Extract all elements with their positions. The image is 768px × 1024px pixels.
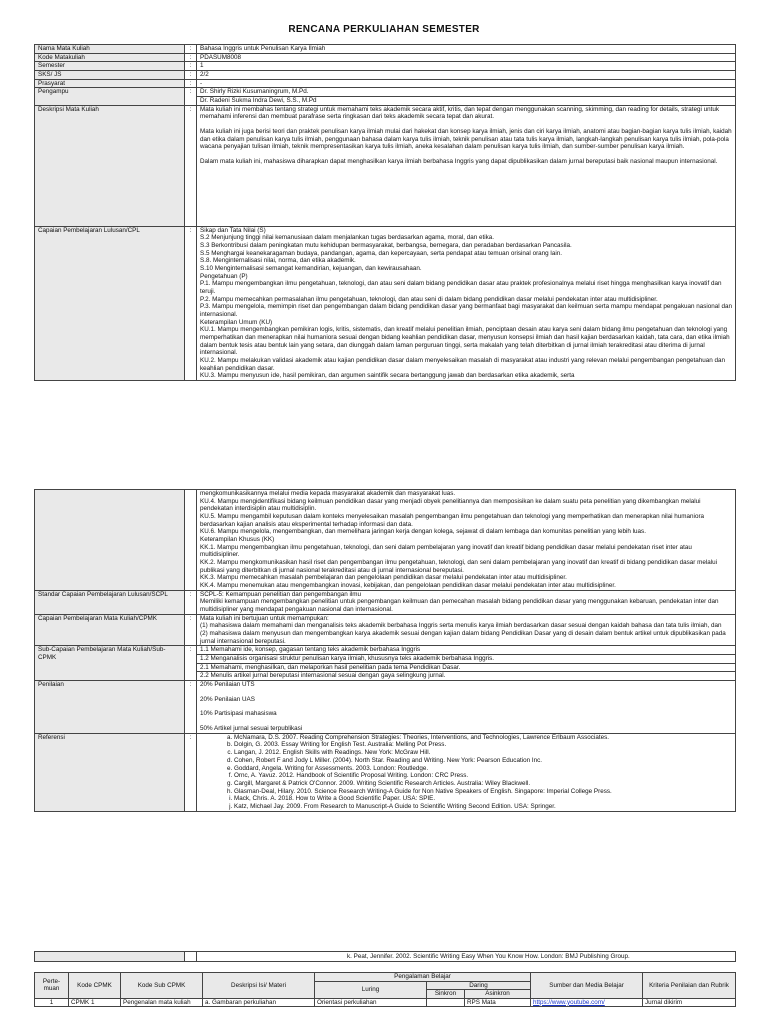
- referensi-item: f. Ornc, A. Yavuz. 2012. Handbook of Scientific Proposal Writing. London: CRC Press.: [234, 772, 732, 780]
- header-kode-sub-cpmk: Kode Sub CPMK: [121, 973, 203, 999]
- label-sub-cpmk: Sub-Capaian Pembelajaran Mata Kuliah/Sub-CPMK: [35, 646, 185, 681]
- row-cpmk: [35, 614, 736, 646]
- label-deskripsi: Deskripsi Mata Kuliah: [35, 105, 185, 226]
- cpl-line: S.3 Berkontribusi dalam peningkatan mutu kehidupan bermasyarakat, berbangsa, bernegara, dan peradaban berdasarkan Pancasila.: [200, 242, 572, 250]
- colon: :: [185, 733, 197, 811]
- label-semester: Semester: [35, 62, 185, 71]
- referensi-item: i. Mack, Chris. A. 2018. How to Write a Good Scientific Paper. USA: SPIE.: [234, 795, 732, 803]
- cpl-line: KU.4. Mampu mengidentifikasi bidang keilmuan pendidikan dasar yang menjadi obyek penelitiannya dan memposisikan ke dalam suatu peta penelitian yang dikembangkan melalui pendekatan interdisiplin atau multidisiplin.: [200, 497, 701, 513]
- cpl-line: KU.1. Mampu mengembangkan pemikiran logis, kritis, sistematis, dan kreatif melalui penelitian ilmiah, penciptaan desain atau karya seni dalam bidang ilmu pengetahuan dan teknologi yang memperhatikan dan menerapkan nilai humaniora sesuai dengan bidang keahlian pendidikan dasar, menyusun konsepsi ilmiah dan hasil kajian berdasarkan kaidah, tata cara, dan etika ilmiah dalam bentuk tesis atau bentuk lain yang setara, dan diunggah dalam laman perguruan tinggi, serta makalah yang telah diterbitkan di jurnal ilmiah terakreditasi atau diterima di jurnal internasional.: [200, 326, 730, 357]
- row-deskripsi: [35, 105, 736, 226]
- value-cpl-continued: [197, 490, 736, 591]
- header-sinkron: Sinkron: [427, 990, 465, 999]
- cpl-line: KK.3. Mampu memecahkan masalah pembelajaran dan pengelolaan pendidikan dasar melalui pendekatan inter atau multidisipliner.: [200, 574, 567, 582]
- cpl-line: Sikap dan Tata Nilai (S): [200, 226, 266, 234]
- value-semester: 1: [197, 62, 736, 71]
- row-semester: [35, 62, 736, 71]
- label-nama-mata-kuliah: Nama Mata Kuliah: [35, 45, 185, 54]
- youtube-link[interactable]: https://www.youtube.com/: [533, 998, 605, 1006]
- referensi-item: d. Cohen, Robert F and Jody L Miller. (2004). North Star. Reading and Writing. New York: Pearson Education Inc.: [234, 757, 732, 765]
- row-cpl-continued: [35, 490, 736, 591]
- label-referensi: Referensi: [35, 733, 185, 811]
- cpmk-line: (2) mahasiswa dalam menyusun dan mengembangkan karya akademik sesuai dengan kajian dalam bidang Pendidikan Dasar yang di desain dalam bentuk artikel untuk dipublikasikan pada jurnal internasional bereputasi.: [200, 630, 726, 645]
- cell-kriteria: Jurnal dikirim: [643, 998, 736, 1007]
- cell-sinkron: [427, 998, 465, 1007]
- pengampu-2: Dr. Radeni Sukma Indra Dewi, S.S., M.Pd: [200, 97, 317, 105]
- pengampu-1: Dr. Shirly Rizki Kusumaningrum, M.Pd.: [197, 88, 735, 97]
- deskripsi-paragraph: Mata kuliah ini juga berisi teori dan praktek penulisan karya ilmiah mulai dari hakekat dan konsep karya ilmiah, jenis dan ciri karya ilmiah, anatomi atau bagian-bagian karya tulis ilmiah, kaidah dan etika dalam penulisan karya tulis ilmiah, penggunaan bahasa dalam karya tulis ilmiah, teknik penulisan atau tata tulis karya ilmiah, langkah-langkah penulisan karya tulis ilmiah, pola-pola wacana penyajian tulisan ilmiah, teknik mempresentasikan karya tulis ilmiah, aneka kesalahan dalam penulisan karya tulis ilmiah, dan sumber-sumber penulisan karya ilmiah.: [200, 128, 732, 151]
- value-pengampu: [197, 88, 736, 105]
- header-pertemuan: Perte-muan: [35, 973, 69, 999]
- schedule-row: [35, 998, 736, 1007]
- cpl-line: KK.2. Mampu mengkomunikasikan hasil riset dan pengembangan ilmu pengetahuan, teknologi, dan seni dalam pembelajaran yang inovatif dan kreatif di bidang pendidikan dasar melalui publikasi yang diterbitkan di jurnal nasional terakreditasi atau di jurnal internasional bereputasi.: [200, 559, 718, 574]
- colon: :: [185, 681, 197, 734]
- cell-kode-sub-cpmk: Pengenalan mata kuliah: [121, 998, 203, 1007]
- cpl-line: P.1. Mampu mengembangkan ilmu pengetahuan, teknologi, dan atau seni dalam bidang pendidikan dasar atau praktek profesionalnya melalui riset hingga menghasilkan karya inovatif dan teruji.: [200, 280, 722, 296]
- row-sks: [35, 71, 736, 80]
- cpl-line: KK.1. Mampu mengembangkan ilmu pengetahuan, teknologi, dan seni dalam pembelajaran yang inovatif dan kreatif bidang pendidikan dasar melalui pendekatan riset inter atau multidisipliner.: [200, 543, 692, 559]
- row-sub-cpmk: [35, 646, 736, 681]
- referensi-item: e. Goddard, Angela. Writing for Assessments. 2003. London: Routledge.: [234, 765, 732, 773]
- colon: :: [185, 79, 197, 88]
- row-referensi: [35, 733, 736, 811]
- cpmk-line: Mata kuliah ini bertujuan untuk memampukan:: [200, 614, 329, 622]
- cpl-line: mengkomunikasikannya melalui media kepada masyarakat akademik dan masyarakat luas.: [200, 490, 456, 497]
- label-sks: SKS/ JS: [35, 71, 185, 80]
- label-cpmk: Capaian Pembelajaran Mata Kuliah/CPMK: [35, 614, 185, 646]
- header-kriteria-penilaian: Kriteria Penilaian dan Rubrik: [643, 973, 736, 999]
- label-cpl-continued: [35, 490, 185, 591]
- value-scpl: [197, 590, 736, 614]
- value-kode-matakuliah: PDASUM8008: [197, 53, 736, 62]
- cpl-line: S.10 Menginternalisasi semangat kemandirian, kejuangan, dan kewirausahaan.: [200, 265, 422, 273]
- row-scpl: [35, 590, 736, 614]
- schedule-header-row-1: [35, 973, 736, 982]
- colon: :: [185, 614, 197, 646]
- label-prasyarat: Prasyarat: [35, 79, 185, 88]
- cell-luring: Orientasi perkuliahan: [315, 998, 427, 1007]
- row-cpl: [35, 226, 736, 380]
- label-referensi-continued: [35, 952, 185, 962]
- value-sks: 2/2: [197, 71, 736, 80]
- colon: :: [185, 226, 197, 380]
- penilaian-item: 20% Penilaian UAS: [200, 695, 255, 703]
- referensi-item: b. Dolgin, G. 2003. Essay Writing for English Test. Australia: Melling Pot Press.: [234, 741, 732, 749]
- value-penilaian: [197, 681, 736, 734]
- row-pengampu: [35, 88, 736, 105]
- cell-sumber-media: [531, 998, 643, 1007]
- referensi-item: a. McNamara, D.S. 2007. Reading Comprehension Strategies: Theories, Interventions, and Technologies, Lawrence Erlbaum Associates.: [234, 734, 732, 742]
- schedule-table: [34, 972, 736, 1007]
- colon: :: [185, 45, 197, 54]
- cpl-line: KK.4. Mampu menemukan atau mengembangkan inovasi, kebijakan, dan pengelolaan pendidikan dasar melalui pendekatan inter atau multidisipliner.: [200, 582, 616, 590]
- header-daring: Daring: [427, 981, 531, 990]
- sub-cpmk-item: 2.1 Memahami, menghasilkan, dan melaporkan hasil penelitian pada tema Pendidikan Dasar.: [197, 664, 735, 673]
- referensi-item: c. Langan, J. 2012. English Skills with Readings. New York: McGraw Hill.: [234, 749, 732, 757]
- deskripsi-paragraph: Mata kuliah ini membahas tentang strategi untuk memahami teks akademik secara aktif, kritis, dan tepat dengan menggunakan scanning, skimming, dan reading for details, strategi untuk memahami inferensi dan membuat parafrase serta ringkasan dari teks akademik secara tepat dan akurat.: [200, 105, 720, 121]
- colon: :: [185, 646, 197, 681]
- referensi-item: h. Glasman-Deal, Hilary. 2010. Science Research Writing-A Guide for Non Native Speakers of English. Singapore: Imperial College Press.: [234, 788, 732, 796]
- colon: :: [185, 105, 197, 226]
- scpl-line: Memiliki kemampuan mengembangkan penelitian untuk pengembangan keilmuan dan pemecahan masalah bidang pendidikan dasar yang menggunakan kebaruan, pendekatan inter dan multidisipliner yang mendapat pengakuan nasional dan internasional.: [200, 598, 719, 614]
- cpl-line: KU.3. Mampu menyusun ide, hasil pemikiran, dan argumen saintifik secara bertanggung jawab dan berdasarkan etika akademik, serta: [200, 372, 575, 380]
- cpl-line: P.2. Mampu memecahkan permasalahan ilmu pengetahuan, teknologi, dan atau seni di dalam bidang pendidikan dasar melalui pendekatan inter atau multidisipliner.: [200, 295, 658, 303]
- cpl-line: Keterampilan Umum (KU): [200, 318, 273, 326]
- row-penilaian: [35, 681, 736, 734]
- value-deskripsi: [197, 105, 736, 226]
- referensi-item: k. Peat, Jennifer. 2002. Scientific Writing Easy When You Know How. London: BMJ Publishing Group.: [197, 952, 736, 962]
- sub-cpmk-item: 1.1 Memahami ide, konsep, gagasan tentang teks akademik berbahasa Inggris: [197, 646, 735, 655]
- colon: :: [185, 590, 197, 614]
- header-pengalaman-belajar: Pengalaman Belajar: [315, 973, 531, 982]
- sub-cpmk-item: 2.2 Menulis artikel jurnal bereputasi internasional sesuai dengan gaya selingkung jurnal.: [200, 672, 446, 680]
- cell-asinkron: RPS Mata: [465, 998, 531, 1007]
- cell-deskripsi: a. Gambaran perkuliahan: [203, 998, 315, 1007]
- label-pengampu: Pengampu: [35, 88, 185, 105]
- row-prasyarat: [35, 79, 736, 88]
- row-referensi-continued: [35, 952, 736, 962]
- header-sumber-media: Sumber dan Media Belajar: [531, 973, 643, 999]
- value-nama-mata-kuliah: Bahasa Inggris untuk Penulisan Karya Ilmiah: [197, 45, 736, 54]
- colon: :: [185, 62, 197, 71]
- colon-empty: [185, 952, 197, 962]
- label-kode-matakuliah: Kode Matakuliah: [35, 53, 185, 62]
- value-prasyarat: -: [197, 79, 736, 88]
- referensi-continued-table: [34, 951, 736, 962]
- label-cpl: Capaian Pembelajaran Lulusan/CPL: [35, 226, 185, 380]
- cpl-line: P.3. Mampu mengelola, memimpin riset dan pengembangan dalam bidang pendidikan dasar yang bermanfaat bagi masyarakat dan keilmuan serta mampu mendapat pengakuan nasional dan internasional.: [200, 303, 732, 319]
- colon: :: [185, 88, 197, 105]
- rps-info-table-continued: [34, 489, 736, 812]
- value-sub-cpmk: [197, 646, 736, 681]
- page-title: RENCANA PERKULIAHAN SEMESTER: [288, 24, 480, 35]
- sub-cpmk-item: 1.2 Menganalisis organisasi struktur penulisan karya ilmiah, khususnya teks akademik berbahasa Inggris.: [197, 655, 735, 664]
- colon-empty: [185, 490, 197, 591]
- scpl-line: SCPL-5: Kemampuan penelitian dan pengembangan ilmu: [200, 590, 362, 598]
- cpl-line: KU.2. Mampu melakukan validasi akademik atau kajian pendidikan dasar dalam menyelesaikan masalah di masyarakat atau industri yang relevan melalui pengembangan pengetahuan dan keahlian pendidikan dasar.: [200, 357, 726, 372]
- header-asinkron: Asinkron: [465, 990, 531, 999]
- referensi-list: [200, 734, 732, 811]
- value-cpl: [197, 226, 736, 380]
- rps-info-table: [34, 44, 736, 381]
- cpl-line: Keterampilan Khusus (KK): [200, 536, 275, 544]
- header-deskripsi: Deskripsi Isi/ Materi: [203, 973, 315, 999]
- referensi-item: j. Katz, Michael Jay. 2009. From Research to Manuscript-A Guide to Scientific Writing Second Edition. USA: Springer.: [234, 803, 732, 811]
- cell-kode-cpmk: CPMK 1: [69, 998, 121, 1007]
- penilaian-item: 50% Artikel jurnal sesuai terpublikasi: [200, 725, 303, 733]
- value-referensi: [197, 733, 736, 811]
- cpl-line: S.2 Menjunjung tinggi nilai kemanusiaan dalam menjalankan tugas berdasarkan agama, moral, dan etika.: [200, 234, 495, 242]
- cpl-line: S.5 Menghargai keanekaragaman budaya, pandangan, agama, dan kepercayaan, serta pendapat atau temuan orisinal orang lain.: [200, 249, 562, 257]
- header-kode-cpmk: Kode CPMK: [69, 973, 121, 999]
- label-scpl: Standar Capaian Pembelajaran Lulusan/SCPL: [35, 590, 185, 614]
- penilaian-item: 10% Partisipasi mahasiswa: [200, 710, 277, 718]
- colon: :: [185, 71, 197, 80]
- cpl-line: S.8. Menginternalisasi nilai, norma, dan etika akademik.: [200, 257, 356, 265]
- referensi-item: g. Cargill, Margaret & Patrick O'Connor. 2009. Writing Scientific Research Articles. Australia: Wiley Blackwell.: [234, 780, 732, 788]
- row-kode-matakuliah: [35, 53, 736, 62]
- row-nama-mata-kuliah: [35, 45, 736, 54]
- penilaian-item: 20% Penilaian UTS: [200, 681, 255, 689]
- cpl-line: KU.6. Mampu mengelola, mengembangkan, dan memelihara jaringan kerja dengan kolega, sejawat di dalam lembaga dan komunitas penelitian yang lebih luas.: [200, 528, 646, 536]
- deskripsi-paragraph: Dalam mata kuliah ini, mahasiswa diharapkan dapat menghasilkan karya ilmiah berbahasa Inggris yang dapat dipublikasikan dalam jurnal bereputasi baik nasional maupun internasional.: [200, 158, 718, 166]
- cpmk-line: (1) mahasiswa dalam memahami dan menganalisis teks akademik berbahasa Inggris serta menulis karya ilmiah berdasarkan dasar sesuai dengan kaidah bahasa dan tata tulis ilmiah, dan: [200, 622, 722, 630]
- colon: :: [185, 53, 197, 62]
- header-luring: Luring: [315, 981, 427, 998]
- value-cpmk: [197, 614, 736, 646]
- cpl-line: Pengetahuan (P): [200, 272, 248, 280]
- label-penilaian: Penilaian: [35, 681, 185, 734]
- cpl-line: KU.5. Mampu mengambil keputusan dalam konteks menyelesaikan masalah pengembangan ilmu pengetahuan dan teknologi yang memperhatikan dan menerapkan nilai humaniora berdasarkan kajian analisis atau eksperimental terhadap informasi dan data.: [200, 513, 705, 528]
- cell-pertemuan: 1: [35, 998, 69, 1007]
